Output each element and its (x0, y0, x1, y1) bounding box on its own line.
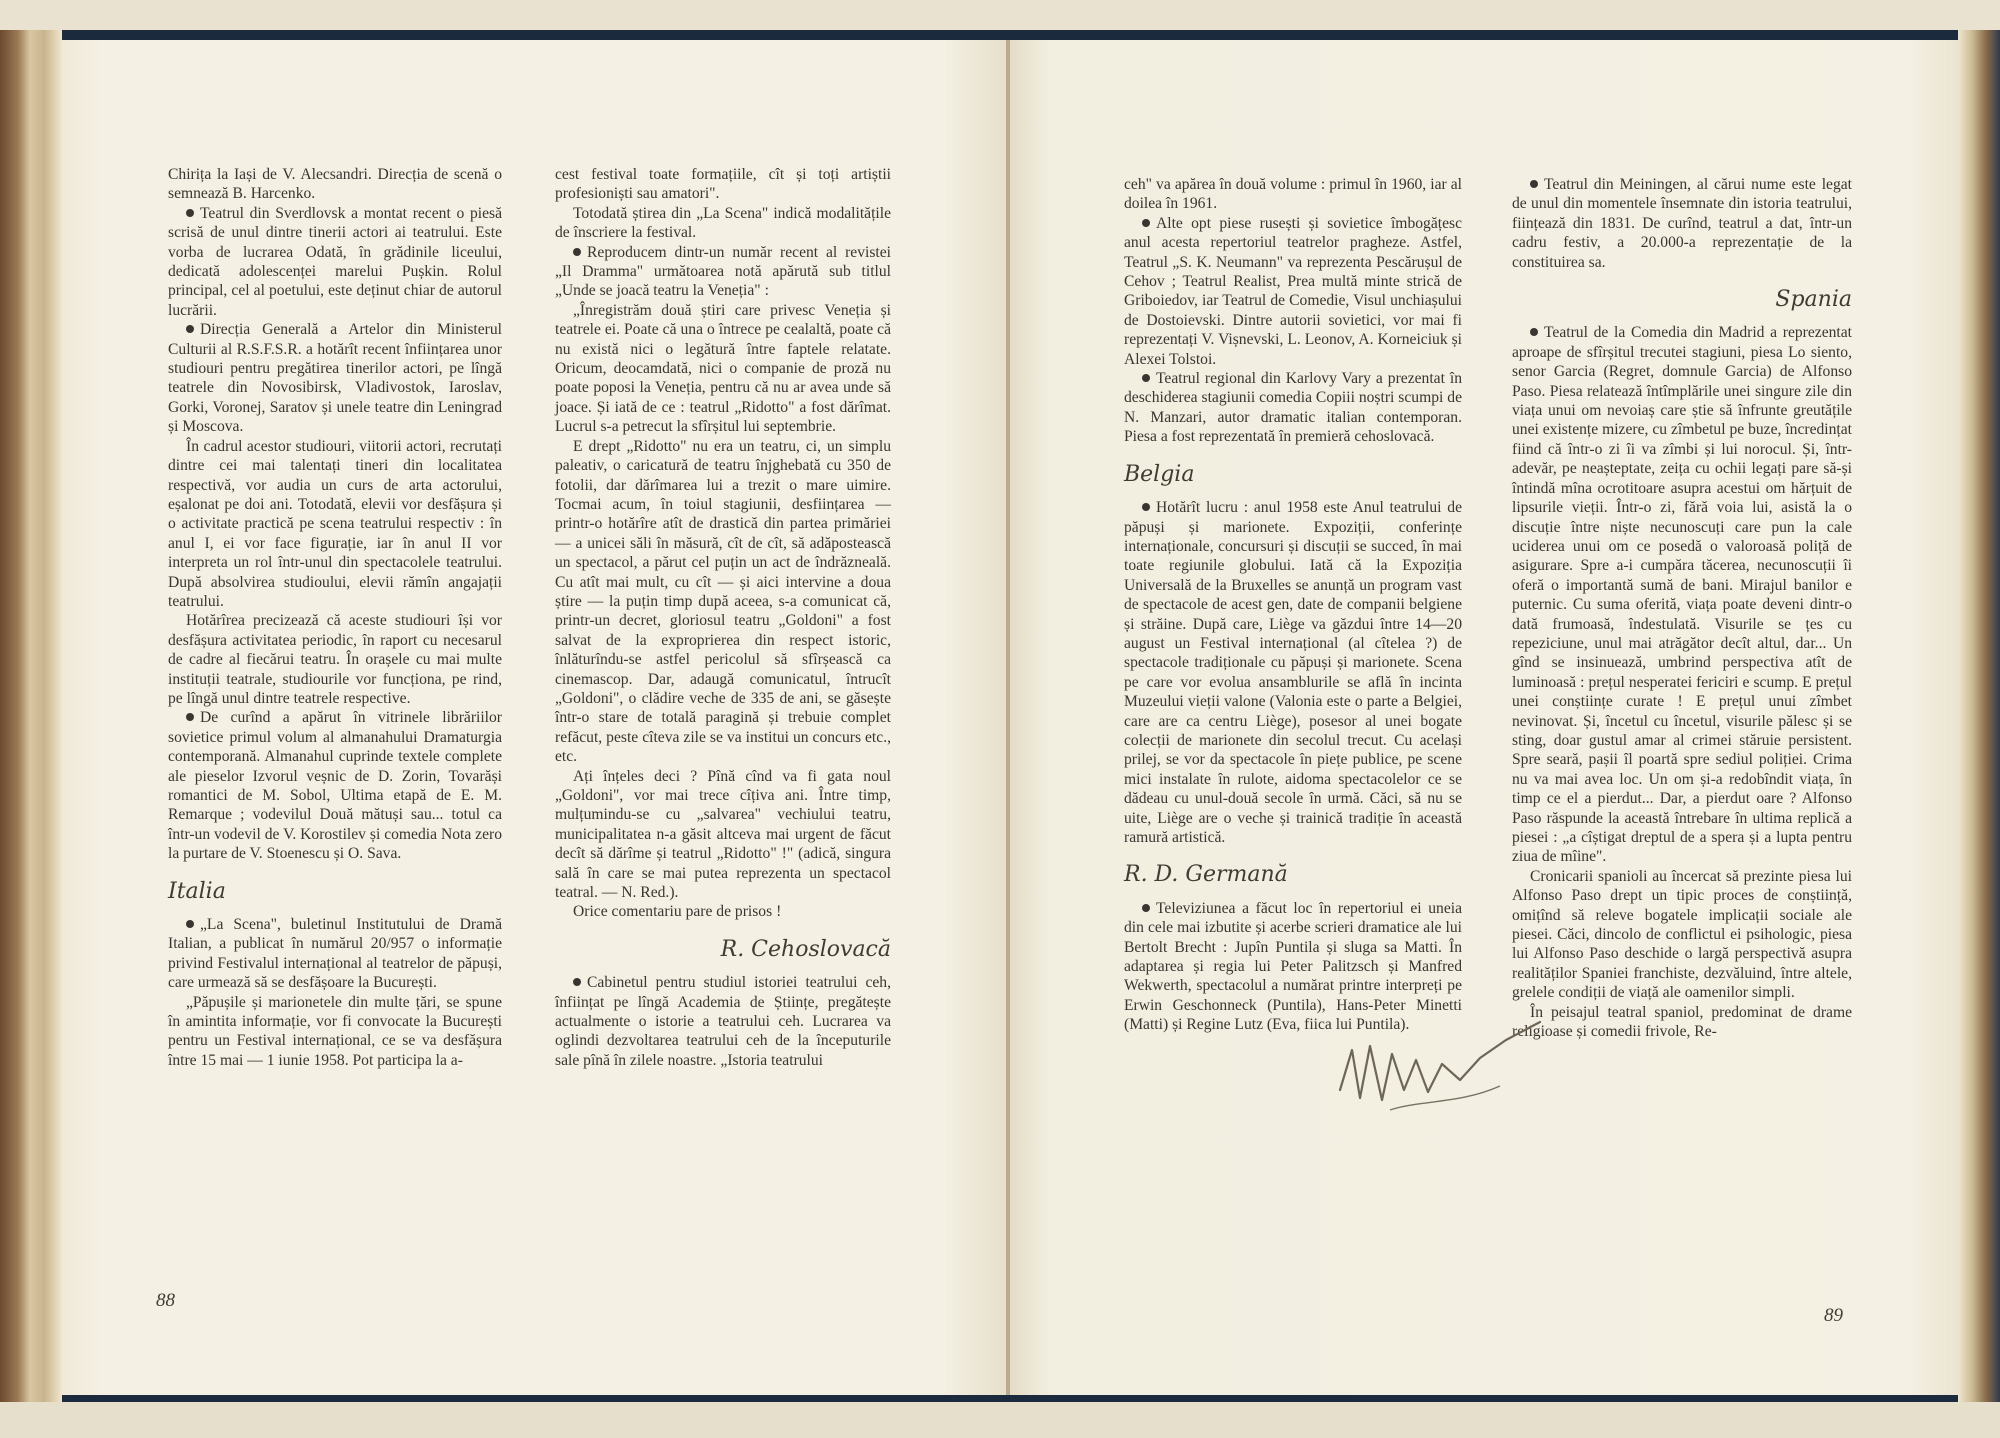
bullet-icon (1142, 904, 1150, 912)
bullet-icon (1142, 503, 1150, 511)
quote-paragraph: „Înregistrăm două știri care privesc Veneția și teatrele ei. Poate că una o întrece pe cealaltă, poate că nu există nici o legătură între faptele relatate. Oricum, deocamdată, nici o companie de proză nu poate poposi la Veneția, pentru că nu ar avea unde să joace. Și iată de ce : teatrul „Ridotto" a fost dărîmat. Lucrul s-a petrecut la sfîrșitul lui septembrie. (555, 301, 891, 436)
news-item: Reproducem dintr-un număr recent al revistei „Il Dramma" următoarea notă apărută sub titlul „Unde se joacă teatru la Veneția" : (555, 243, 891, 300)
section-heading-rd-germana: R. D. Germană (1124, 862, 1288, 888)
bullet-icon (1142, 219, 1150, 227)
section-heading-italia: Italia (168, 878, 226, 904)
book-cover-left-edge (0, 30, 62, 1402)
page-number-left: 88 (156, 1290, 175, 1311)
paragraph: Hotărîrea precizează că aceste studiouri își vor desfășura activitatea periodic, în raport cu necesarul de cadre al fiecărui teatru. În orașele cu mai multe instituții teatrale, studiourile vor funcționa, pe rind, pe lîngă unul dintre teatrele respective. (168, 612, 502, 707)
news-item: Direcția Generală a Artelor din Ministerul Culturii al R.S.F.S.R. a hotărît recent înființarea unor studiouri pentru pregătirea tinerilor actori, pe lîngă teatrele din Novosibirsk, Vladivostok, Iaroslav, Gorki, Voronej, Saratov și unele teatre din Leningrad și Moscova. (168, 321, 502, 436)
news-item: Teatrul de la Comedia din Madrid a reprezentat aproape de sfîrșitul trecutei stagiuni, piesa Lo siento, senor Garcia (Regret, domnule Garcia) de Alfonso Paso. Piesa relatează întîmplările unei singure zile din viața unui om nevoiaș care știe să înfrunte greutățile unei existențe mizere, cu zîmbetul pe buze, încredințat fiind că într-o zi îi va zîmbi și lui norocul. Și, într-adevăr, pe neașteptate, zeița cu ochii legați pare să-și întindă mîna ocrotitoare asupra acestui om hărțuit de lipsurile vieții. Într-o zi, fără voia lui, asistă la o discuție între niște necunoscuți care pun la cale uciderea unui om ce posedă o valoroasă poliță de asigurare. Spre a-i cumpăra tăcerea, necunoscuții îi oferă o importantă sumă de bani. Mirajul banilor e puternic. Cu suma oferită, viața poate deveni dintr-o dată frumoasă, îndestulată. Visurile se țes cu repeziciune, unul mai atrăgător decît altul, dar... Un gînd se insinuează, umbrind perspectiva atît de luminoasă : prețul nesperatei fericiri e scump. E prețul unei conștiințe curate ! E prețul unui zîmbet nevinovat. Și, încetul cu încetul, visurile pălesc și se sting, doar gustul amar al crimei stăruie persistent. Spre seară, pașii îl poartă spre sediul poliției. Crima nu va mai avea loc. Un om și-a redobîndit viața, în timp ce el a pierdut... Dar, a pierdut oare ? Alfonso Paso răspunde la această întrebare în ultima replică a piesei : „a cîștigat dreptul de a spera și a lupta pentru ziua de mîine". (1512, 324, 1852, 866)
left-page-column-2 (555, 165, 891, 1070)
paragraph: „Păpușile și marionetele din multe țări, se spune în amintita informație, vor fi convocate la București pentru un Festival internațional, ce se va desfășura între 15 mai — 1 iunie 1958. Pot participa la a- (168, 993, 502, 1069)
bullet-icon (1142, 374, 1150, 382)
bullet-icon (573, 978, 581, 986)
section-heading-cehoslovacia: R. Cehoslovacă (720, 936, 891, 962)
paragraph: Cronicarii spanioli au încercat să prezinte piesa lui Alfonso Paso drept un tipic proces de conștiință, omițînd să releve bogatele implicații sociale ale piesei. Căci, dincolo de conflictul ei psihologic, piesa lui Alfonso Paso deschide o largă perspectivă asupra realităților Spaniei franchiste, dezvăluind, între altele, grelele condiții de viață ale oamenilor simpli. (1512, 867, 1852, 1002)
news-item: Teatrul regional din Karlovy Vary a prezentat în deschiderea stagiunii comedia Copiii noștri scumpi de N. Manzari, autor dramatic italian contemporan. Piesa a fost reprezentată în premieră cehoslovacă. (1124, 370, 1462, 446)
handwritten-scribble (1330, 1020, 1550, 1130)
paragraph: cest festival toate formațiile, cît și toți artiștii profesioniști sau amatori". (555, 166, 891, 203)
bullet-icon (186, 713, 194, 721)
paragraph: Chirița la Iași de V. Alecsandri. Direcția de scenă o semnează B. Harcenko. (168, 166, 502, 203)
section-heading-spania: Spania (1775, 287, 1852, 313)
news-item: Teatrul din Sverdlovsk a montat recent o piesă scrisă de unul dintre tinerii actori ai teatrului. Este vorba de lucrarea Odată, în grădinile liceului, dedicată adolescenței marelui Pușkin. Rolul principal, cel al poetului, este deținut chiar de autorul lucrării. (168, 204, 502, 319)
bullet-icon (1530, 328, 1538, 336)
bullet-icon (186, 920, 194, 928)
news-item: „La Scena", buletinul Institutului de Dramă Italian, a publicat în numărul 20/957 o informație privind Festivalul internațional al teatrelor de păpuși, care urmează să se desfășoare la București. (168, 916, 502, 992)
bullet-icon (186, 325, 194, 333)
page-number-right: 89 (1824, 1305, 1843, 1326)
quote-paragraph: Ați înțeles deci ? Pînă cînd va fi gata noul „Goldoni", vor mai trece cîțiva ani. Între timp, mulțumindu-se cu „salvarea" vechiului teatru, municipalitatea n-a găsit altceva mai urgent de făcut decît să dărîme și teatrul „Ridotto" !" (adică, singura sală în care se mai putea reprezenta un spectacol teatral. — N. Red.). (555, 767, 891, 902)
section-heading-belgia: Belgia (1124, 461, 1195, 487)
paragraph: În cadrul acestor studiouri, viitorii actori, recrutați dintre cei mai talentați tineri din localitatea respectivă, vor audia un curs de arta actorului, eșalonat pe doi ani. Totodată, elevii vor desfășura și o activitate practică pe scena teatrului respectiv : în anul I, ei vor face figurație, iar în anul II vor interpreta un rol într-unul din spectacolele teatrului. După absolvirea studioului, elevii rămîn angajații teatrului. (168, 437, 502, 610)
paragraph: Orice comentariu pare de prisos ! (573, 903, 782, 921)
scanner-bottom-margin (0, 1402, 2000, 1438)
book-cover-right-edge (1958, 30, 2000, 1402)
news-item: Televiziunea a făcut loc în repertoriul ei uneia din cele mai izbutite și acerbe scrieri dramatice ale lui Bertolt Brecht : Jupîn Puntila și sluga sa Matti. În adaptarea și regia lui Peter Palitzsch și Manfred Wekwerth, spectacolul a numărat printre interpreți pe Erwin Geschonneck (Puntila), Hans-Peter Minetti (Matti) și Regine Lutz (Eva, fiica lui Puntila). (1124, 899, 1462, 1034)
quote-paragraph: E drept „Ridotto" nu era un teatru, ci, un simplu paleativ, o caricatură de teatru înjghebată cu 350 de fotolii, dar dărîmarea lui a trezit o mare uimire. Tocmai acum, în toiul stagiunii, desființarea — printr-o hotărîre atît de drastică din partea primăriei — a unicei săli în măsură, cît de cît, să adăpostească un spectacol, a părut cel puțin un act de îndrăzneală. Cu atît mai mult, cu cît — și aici intervine a doua știre — la puțin timp după aceea, s-a comunicat că, printr-un decret, gloriosul teatru „Goldoni" a fost salvat de la exproprierea din respect istoric, înlăturîndu-se astfel pericolul să sfîrșească ca cinemascop. Dar, adaugă comunicatul, întrucît „Goldoni", o clădire veche de 335 de ani, se găsește într-o stare de totală paragină și trebuie complet refăcut, peste cîteva zile se va institui un concurs etc., etc. (555, 437, 891, 766)
bullet-icon (573, 248, 581, 256)
news-item: De curînd a apărut în vitrinele librăriilor sovietice primul volum al almanahului Dramaturgia contemporană. Almanahul cuprinde textele complete ale pieselor Izvorul veșnic de D. Zorin, Tovarăși romantici de M. Sobol, Ultima etapă de E. M. Remarque ; vodevilul Două mătuși sau... totul ca într-un vodevil de V. Korostilev și comedia Nota zero la purtare de V. Stoenescu și O. Sava. (168, 709, 502, 863)
news-item: Cabinetul pentru studiul istoriei teatrului ceh, înființat pe lîngă Academia de Științe, pregătește actualmente o istorie a teatrului ceh. Lucrarea va oglindi dezvoltarea teatrului ceh de la începuturile sale pînă în zilele noastre. „Istoria teatrului (555, 974, 891, 1069)
news-item: Hotărît lucru : anul 1958 este Anul teatrului de păpuși și marionete. Expoziții, conferințe internaționale, concursuri și discuții se succed, în mai toate regiunile globului. Iată că la Expoziția Universală de la Bruxelles se anunță un program vast de spectacole de acest gen, date de companii belgiene și străine. După care, Liège va găzdui între 14—20 august un Festival internațional (al cîtelea ?) de spectacole tradiționale cu păpuși și marionete. Scena pe care vor evolua ansamblurile se află în incinta Muzeului vieții valone (Valonia este o parte a Belgiei, care are ca centru Liège), posesor al unei bogate colecții de marionete din secolul trecut. Cu același prilej, se vor da spectacole în piețe publice, pe scene mici instalate în rulote, aidoma spectacolelor ce se dădeau cu unul-două secole în urmă. Căci, să nu se uite, Liège are o veche și trainică tradiție în această ramură artistică. (1124, 499, 1462, 846)
bullet-icon (1530, 180, 1538, 188)
right-page-column-2 (1512, 175, 1852, 1041)
news-item: Teatrul din Meiningen, al cărui nume este legat de unul din momentele însemnate din istoria teatrului, ființează din 1831. De curînd, teatrul a dat, într-un cadru festiv, a 20.000-a reprezentație de la constituirea sa. (1512, 176, 1852, 271)
news-item: Alte opt piese rusești și sovietice îmbogățesc anul acesta repertoriul teatrelor pragheze. Astfel, Teatrul „S. K. Neumann" va reprezenta Pescărușul de Cehov ; Teatrul Realist, Prea multă minte strică de Griboiedov, iar Teatrul de Comedie, Visul unchiașului de Dostoievski. Dintre autorii sovietici, vor mai fi reprezentați V. Vișnevski, L. Leonov, A. Korneiciuk și Alexei Tolstoi. (1124, 214, 1462, 368)
scanner-top-margin (0, 0, 2000, 30)
paragraph: ceh" va apărea în două volume : primul în 1960, iar al doilea în 1961. (1124, 176, 1462, 213)
left-page-column-1 (168, 165, 502, 1070)
right-page-column-1 (1124, 175, 1462, 1035)
bullet-icon (186, 209, 194, 217)
paragraph: În peisajul teatral spaniol, predominat de drame religioase și comedii frivole, Re- (1512, 1003, 1852, 1041)
paragraph: Totodată știrea din „La Scena" indică modalitățile de înscriere la festival. (555, 204, 891, 242)
